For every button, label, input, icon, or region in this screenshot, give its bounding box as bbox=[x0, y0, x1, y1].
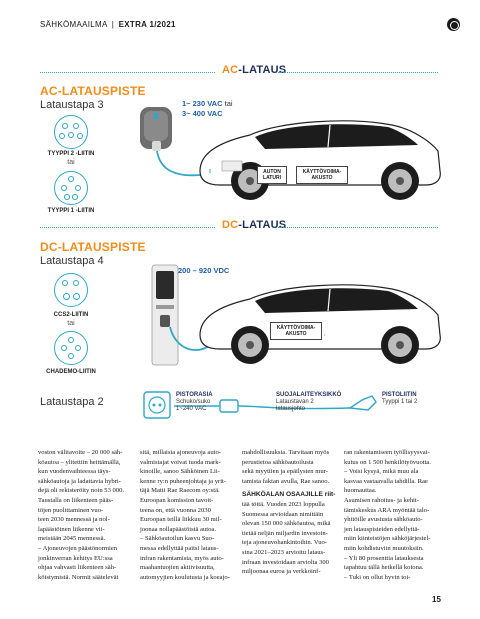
dc-title-suffix: -LATAUS bbox=[238, 219, 287, 231]
ccs2-connector-label: CCS2-LIITIN bbox=[53, 312, 89, 318]
ac-battery-tag: KÄYTTÖVOIMA- AKUSTO bbox=[296, 166, 348, 184]
text-line: – Voisi kysyä, mikä muu ala bbox=[344, 468, 419, 476]
text-line: maahantuojien aktiivisuutta, bbox=[140, 564, 215, 572]
magazine-name: SÄHKÖMAAILMA bbox=[40, 20, 108, 29]
ccs2-connector-icon bbox=[54, 273, 88, 307]
dc-voltage-label: 200 – 920 VDC bbox=[178, 266, 230, 275]
chademo-connector-label: CHADEMO-LIITIN bbox=[46, 369, 96, 375]
text-line: miin kiinteistöjen sähköjärjestel- bbox=[344, 535, 431, 543]
text-line: – Ajoneuvojen päästönormien bbox=[38, 544, 118, 552]
text-line: kenne ry:n puheenjohtaja ja yrit- bbox=[140, 477, 227, 485]
text-line: ran rakentamiseen työllisyysvai- bbox=[344, 449, 430, 456]
type2-connector-label: TYYPPI 2 -LIITIN bbox=[47, 151, 95, 157]
dc-connector-or: tai bbox=[67, 320, 75, 327]
type1-connector-label: TYYPPI 1 -LIITIN bbox=[47, 208, 95, 214]
type1-connector-icon bbox=[54, 171, 88, 205]
l2-plug-title: PISTOLIITIN bbox=[382, 392, 417, 398]
text-line: sitä, millaisia ajoneuvoja auto- bbox=[140, 449, 221, 456]
ac-wallbox-icon bbox=[140, 107, 172, 151]
ac-voltage-label bbox=[182, 99, 233, 119]
text-line: perustietoa sähköautoilusta bbox=[242, 458, 314, 466]
running-header bbox=[40, 20, 460, 34]
text-line: voston välitavoite – 20 000 säh- bbox=[38, 449, 123, 456]
l2-socket: PISTORASIA Schuko/suko 1~240 VAC bbox=[176, 392, 236, 413]
text-line: valmistajat voivat tuoda mark- bbox=[140, 458, 221, 466]
text-line: jen latauspisteiden edellyttä- bbox=[344, 525, 420, 533]
text-line: dejä oli rekisteröity noin 53 000. bbox=[38, 487, 125, 495]
text-line: yhtiöille avustusta sähköauto- bbox=[344, 516, 423, 524]
text-line: tamista faktan avulla, Rae sanoo. bbox=[242, 477, 330, 485]
text-line: köistymistä. Normit säätelevät bbox=[38, 573, 119, 581]
text-line: ohjaa vahvasti liikenteen säh- bbox=[38, 564, 117, 572]
issue-label: EXTRA 1/2021 bbox=[118, 20, 176, 29]
l2-plug: PISTOLIITIN Tyyppi 1 tai 2 bbox=[382, 392, 452, 406]
text-column-3 bbox=[242, 448, 338, 577]
text-line: infraan investoidaan arviolta 300 bbox=[242, 558, 329, 566]
text-line: meistään 2045 mennessä. bbox=[38, 535, 106, 543]
dc-plug-title: DC-LATAUSPISTE bbox=[40, 240, 146, 254]
text-line: Euroopan komission tavoit- bbox=[140, 496, 214, 504]
type2-connector-icon bbox=[54, 115, 88, 149]
ac-plug-title: AC-LATAUSPISTE bbox=[40, 84, 146, 98]
text-line: teena on, että vuonna 2030 bbox=[140, 506, 211, 514]
text-line: sähköautoja ja ladattavia hybri- bbox=[38, 477, 121, 485]
text-line: Asumisen rahoitus- ja kehit- bbox=[344, 496, 419, 504]
text-line: miin kohdistuviin muutoksiin. bbox=[344, 544, 424, 552]
l2-protection-title: SUOJALAITEYKSIKKÖ bbox=[276, 392, 342, 398]
text-line: mahdollisuuksia. Tarvitaan myös bbox=[242, 449, 330, 456]
socket-icon bbox=[144, 392, 170, 418]
page-number: 15 bbox=[432, 595, 441, 604]
ac-car-icon bbox=[200, 121, 440, 200]
text-line: huomauttaa. bbox=[344, 487, 377, 495]
text-line: teja ajoneuvohankintoihin. Vuo- bbox=[242, 539, 328, 547]
dc-section-title bbox=[222, 219, 286, 231]
ac-title-line-right bbox=[278, 72, 438, 73]
text-column-2 bbox=[140, 448, 236, 582]
text-line: – Yli 80 prosenttia latauksesta bbox=[344, 554, 424, 562]
text-line: joonaa nollapäästöistä autoa. bbox=[140, 525, 216, 533]
text-line: automyyjien koulutusta ja koeajo- bbox=[140, 573, 230, 581]
ac-voltage-1: 1~ 230 VAC bbox=[182, 99, 223, 108]
text-line: kinoille, sanoo Sähköinen Lii- bbox=[140, 468, 220, 476]
text-line: miljoonaa euroa ja verkkoinf- bbox=[242, 568, 321, 576]
text-column-4 bbox=[344, 448, 440, 582]
ac-title-line-left bbox=[40, 72, 215, 73]
text-line: tämiskeskus ARA myöntää talo- bbox=[344, 506, 430, 514]
text-line: täjä Matti Rae Raecom oy:stä. bbox=[140, 487, 220, 495]
magazine-logo-icon bbox=[447, 18, 460, 31]
chademo-connector-icon bbox=[54, 331, 88, 365]
text-line: Suomessa arvioidaan nimittäin bbox=[242, 510, 324, 518]
text-line: – Tuki on ollut hyvin toi- bbox=[344, 573, 411, 581]
ac-charging-illustration bbox=[130, 85, 450, 210]
text-line: kun vuodenvaihteessa täys- bbox=[38, 468, 111, 476]
text-line: lapäästöinen liikenne vii- bbox=[38, 525, 105, 533]
header-separator: | bbox=[111, 20, 115, 29]
text-line: messa edellyttää paitsi lataus- bbox=[140, 544, 219, 552]
dc-plug-subtitle: Lataustapa 4 bbox=[40, 255, 104, 267]
dc-title-line-right bbox=[278, 227, 438, 228]
text-line: tietää neljän miljardin investoin- bbox=[242, 529, 328, 537]
car-charger-tag: AUTON LATURI bbox=[257, 166, 287, 184]
text-line: Euroopan teillä liikkuu 30 mil- bbox=[140, 516, 222, 524]
text-line: tää töitä. Vuoden 2023 loppulla bbox=[242, 500, 325, 508]
text-line: teen 2030 mennessä ja nol- bbox=[38, 516, 110, 524]
l2-title: Lataustapa 2 bbox=[40, 396, 104, 408]
ac-voltage-or: tai bbox=[224, 99, 233, 108]
text-line: töjen puolittaminen vuo- bbox=[38, 506, 104, 514]
text-line: kutus on 1 500 henkilötyövuotta. bbox=[344, 458, 431, 466]
text-line: SÄHKÖALAN OSAAJILLE riit- bbox=[242, 491, 336, 499]
dc-title-line-left bbox=[40, 227, 215, 228]
dc-title-prefix: DC bbox=[222, 219, 239, 231]
text-line: Taustalla on liikenteen pääs- bbox=[38, 496, 114, 504]
text-line: tapahtuu tällä hetkellä kotona. bbox=[344, 564, 424, 572]
ac-connector-or: tai bbox=[67, 159, 75, 166]
dc-battery-tag: KÄYTTÖVOIMA- AKUSTO bbox=[270, 322, 322, 340]
l2-socket-title: PISTORASIA bbox=[176, 392, 213, 398]
text-line: köautoa – ylitettiin heittämällä, bbox=[38, 458, 121, 466]
text-line: jonkinverran kehitys EU:ssa bbox=[38, 554, 113, 562]
text-line: – Sähköautoilun kasvu Suo- bbox=[140, 535, 215, 543]
ac-voltage-2: 3~ 400 VAC bbox=[182, 109, 223, 118]
ac-title-prefix: AC bbox=[222, 64, 239, 76]
l2-protection-unit: SUOJALAITEYKSIKKÖ Lataustavan 2 latausjohto bbox=[276, 392, 356, 413]
ac-plug-subtitle: Lataustapa 3 bbox=[40, 99, 104, 111]
dc-charger-icon bbox=[152, 265, 178, 365]
text-line: sekä myyttien ja epäilysten mur- bbox=[242, 468, 328, 476]
text-line: infran rakentamista, myös auto- bbox=[140, 554, 224, 562]
text-column-1 bbox=[38, 448, 134, 582]
text-line: kasvaa vastaavalla tahdilla. Rae bbox=[344, 477, 428, 485]
ac-section-title bbox=[222, 64, 286, 76]
ac-title-suffix: -LATAUS bbox=[238, 64, 287, 76]
text-line: sina 2021–2023 arvioitu lataus- bbox=[242, 548, 326, 556]
text-line: olevan 150 000 sähköautoa, mikä bbox=[242, 520, 331, 528]
